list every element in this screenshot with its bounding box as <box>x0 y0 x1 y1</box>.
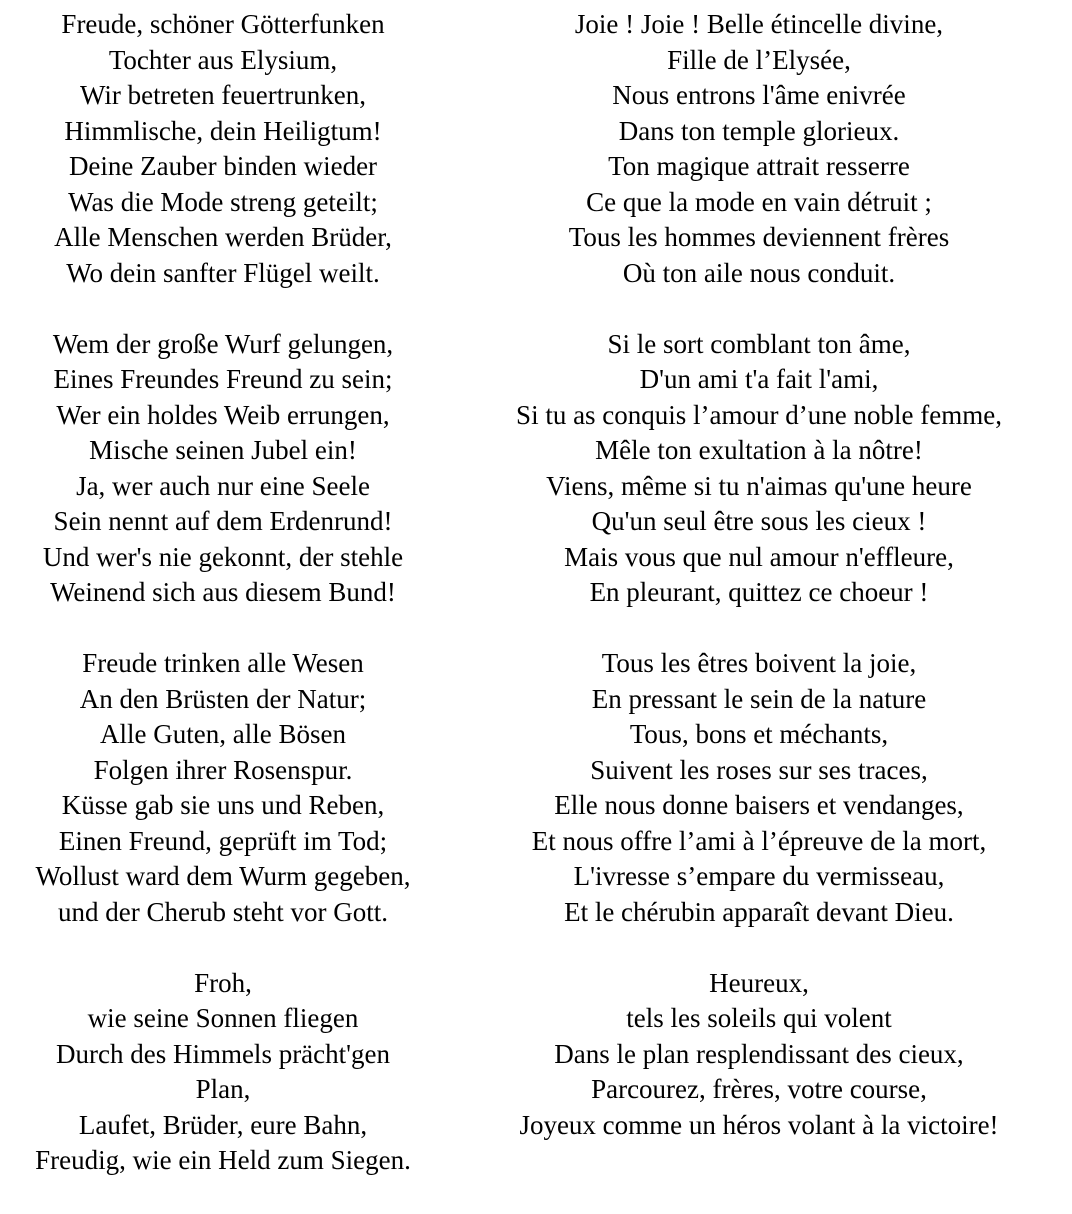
german-line: Freudig, wie ein Held zum Siegen. <box>35 1145 411 1175</box>
german-line: Himmlische, dein Heiligtum! <box>64 115 382 146</box>
german-line: Alle Menschen werden Brüder, <box>54 222 392 252</box>
french-line: En pleurant, quittez ce choeur ! <box>589 577 929 607</box>
german-line: Weinend sich aus diesem Bund! <box>50 577 396 607</box>
french-line: Où ton aile nous conduit. <box>622 257 896 288</box>
french-column <box>446 7 1072 1214</box>
german-line: Wem der große Wurf gelungen, <box>52 328 394 359</box>
french-line: Qu'un seul être sous les cieux ! <box>591 506 927 536</box>
french-line: Et nous offre l’ami à l’épreuve de la mort, <box>531 825 987 856</box>
german-line: Froh, <box>194 967 252 998</box>
german-line: Tochter aus Elysium, <box>108 44 338 75</box>
german-line: Sein nennt auf dem Erdenrund! <box>53 506 393 536</box>
french-line: Et le chérubin apparaît devant Dieu. <box>564 896 954 927</box>
german-line: An den Brüsten der Natur; <box>79 683 367 714</box>
french-line: Tous les hommes deviennent frères <box>568 222 950 252</box>
french-line: Ce que la mode en vain détruit ; <box>586 186 932 217</box>
german-line: Ja, wer auch nur eine Seele <box>76 470 370 501</box>
german-line: Was die Mode streng geteilt; <box>68 186 378 217</box>
french-line: Joie ! Joie ! Belle étincelle divine, <box>574 9 944 39</box>
german-line: Mische seinen Jubel ein! <box>89 435 357 465</box>
german-stanza-4 <box>0 966 446 1179</box>
french-line: L'ivresse s’empare du vermisseau, <box>573 861 945 891</box>
german-line: Wollust ward dem Wurm gegeben, <box>35 861 411 891</box>
german-line: Freude, schöner Götterfunken <box>61 9 385 39</box>
french-line: Parcourez, frères, votre course, <box>591 1074 927 1104</box>
french-line: Dans le plan resplendissant des cieux, <box>554 1038 964 1069</box>
french-line: Joyeux comme un héros volant à la victoire! <box>519 1109 999 1140</box>
french-line: Tous les êtres boivent la joie, <box>601 648 917 678</box>
french-line: D'un ami t'a fait l'ami, <box>639 364 879 394</box>
german-line: Durch des Himmels prächt'gen <box>55 1038 391 1069</box>
french-line: Viens, même si tu n'aimas qu'une heure <box>546 470 972 501</box>
french-line: En pressant le sein de la nature <box>591 683 927 714</box>
german-line: Einen Freund, geprüft im Tod; <box>58 825 388 856</box>
french-line: Mêle ton exultation à la nôtre! <box>595 435 923 465</box>
french-line: Suivent les roses sur ses traces, <box>590 754 928 785</box>
german-line: Folgen ihrer Rosenspur. <box>93 754 353 785</box>
bilingual-poem <box>0 7 1072 1214</box>
french-stanza-2 <box>446 327 1072 611</box>
french-line: Mais vous que nul amour n'effleure, <box>564 541 954 572</box>
french-stanza-4 <box>446 966 1072 1144</box>
german-line: Eines Freundes Freund zu sein; <box>53 364 393 394</box>
french-stanza-1 <box>446 7 1072 291</box>
german-line: Alle Guten, alle Bösen <box>100 719 346 749</box>
french-line: tels les soleils qui volent <box>626 1003 892 1033</box>
german-line: Freude trinken alle Wesen <box>82 648 364 678</box>
french-line: Si le sort comblant ton âme, <box>607 328 911 359</box>
german-line: Laufet, Brüder, eure Bahn, <box>78 1109 368 1140</box>
french-line: Si tu as conquis l’amour d’une noble femme, <box>516 399 1002 430</box>
german-line: Plan, <box>195 1074 251 1104</box>
french-line: Ton magique attrait resserre <box>608 151 910 181</box>
german-stanza-2 <box>0 327 446 611</box>
french-line: Heureux, <box>709 967 809 998</box>
german-line: Wer ein holdes Weib errungen, <box>56 399 390 430</box>
german-line: und der Cherub steht vor Gott. <box>58 896 388 927</box>
german-column <box>0 7 446 1214</box>
german-line: Und wer's nie gekonnt, der stehle <box>42 541 404 572</box>
french-stanza-3 <box>446 646 1072 930</box>
french-line: Fille de l’Elysée, <box>667 44 851 75</box>
french-line: Nous entrons l'âme enivrée <box>612 80 906 110</box>
german-stanza-3 <box>0 646 446 930</box>
french-line: Dans ton temple glorieux. <box>618 115 900 146</box>
german-stanza-1 <box>0 7 446 291</box>
german-line: Wir betreten feuertrunken, <box>79 80 367 110</box>
german-line: Deine Zauber binden wieder <box>68 151 378 181</box>
french-line: Tous, bons et méchants, <box>629 719 889 749</box>
french-line: Elle nous donne baisers et vendanges, <box>554 790 964 820</box>
german-line: Wo dein sanfter Flügel weilt. <box>66 257 380 288</box>
german-line: wie seine Sonnen fliegen <box>87 1003 359 1033</box>
german-line: Küsse gab sie uns und Reben, <box>61 790 385 820</box>
